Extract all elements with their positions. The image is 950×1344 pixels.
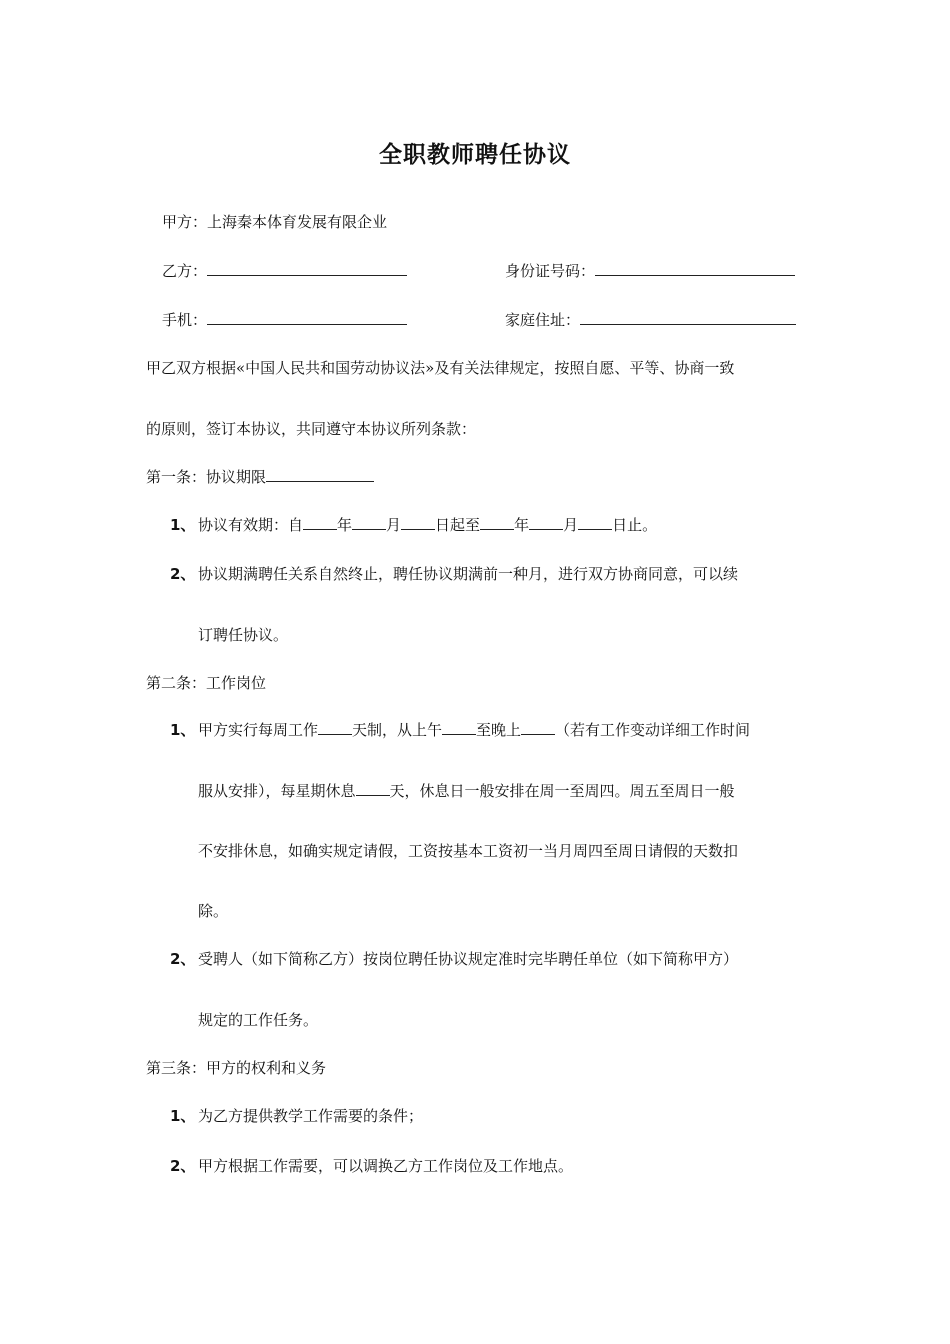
article-2-item-1-line-4: 除。 [198, 902, 229, 920]
phone-label: 手机： [162, 311, 208, 329]
start-year-field[interactable] [303, 515, 337, 530]
start-day-label: 日起至 [435, 516, 481, 534]
article-3-item-1-number: 1、 [170, 1107, 196, 1125]
id-number-row [505, 261, 795, 281]
end-month-label: 月 [563, 516, 579, 534]
article-2-heading: 第二条：工作岗位 [146, 674, 267, 692]
address-label: 家庭住址： [505, 311, 581, 329]
article-1-heading [146, 467, 374, 487]
intro-line-2: 的原则，签订本协议，共同遵守本协议所列条款： [146, 420, 477, 438]
article-3-item-1: 为乙方提供教学工作需要的条件； [198, 1107, 424, 1125]
schedule-note: （若有工作变动详细工作时间 [555, 721, 751, 739]
party-a-value: 上海秦本体育发展有限企业 [207, 213, 388, 231]
address-field[interactable] [580, 310, 796, 325]
article-1-item-1-number: 1、 [170, 516, 196, 534]
phone-row [162, 310, 407, 330]
intro-line-1: 甲乙双方根据«中国人民共和国劳动协议法»及有关法律规定，按照自愿、平等、协商一致 [146, 359, 735, 377]
id-number-field[interactable] [595, 261, 795, 276]
rest-days-label: 服从安排），每星期休息 [198, 782, 356, 800]
term-from-label: 协议有效期：自 [198, 516, 304, 534]
id-number-label: 身份证号码： [505, 262, 596, 280]
article-2-item-2-number: 2、 [170, 950, 196, 968]
end-day-field[interactable] [578, 515, 612, 530]
page-title: 全职教师聘任协议 [379, 142, 571, 168]
workdays-label: 甲方实行每周工作 [198, 721, 319, 739]
end-time-label: 至晚上 [476, 721, 522, 739]
article-3-item-2-number: 2、 [170, 1157, 196, 1175]
article-1-item-1 [198, 515, 657, 535]
address-row [505, 310, 796, 330]
end-year-field[interactable] [480, 515, 514, 530]
article-2-item-2-line-1: 受聘人（如下简称乙方）按岗位聘任协议规定准时完毕聘任单位（如下简称甲方） [198, 950, 739, 968]
rest-days-field[interactable] [356, 781, 390, 796]
phone-field[interactable] [207, 310, 407, 325]
article-1-item-2-number: 2、 [170, 565, 196, 583]
rest-days-note: 天，休息日一般安排在周一至周四。周五至周日一般 [389, 782, 735, 800]
start-time-field[interactable] [442, 720, 476, 735]
party-b-label: 乙方： [162, 262, 208, 280]
article-1-heading-text: 第一条：协议期限 [146, 468, 267, 486]
article-1-item-2-line-1: 协议期满聘任关系自然终止，聘任协议期满前一种月，进行双方协商同意，可以续 [198, 565, 739, 583]
article-2-item-2-line-2: 规定的工作任务。 [198, 1011, 319, 1029]
article-2-item-1-line-1 [198, 720, 750, 740]
end-year-label: 年 [514, 516, 530, 534]
start-day-field[interactable] [401, 515, 435, 530]
article-3-item-2: 甲方根据工作需要，可以调换乙方工作岗位及工作地点。 [198, 1157, 574, 1175]
end-time-field[interactable] [521, 720, 555, 735]
party-b-row [162, 261, 407, 281]
article-2-item-1-line-2 [198, 781, 735, 801]
start-time-label: 天制，从上午 [352, 721, 443, 739]
end-day-label: 日止。 [612, 516, 658, 534]
end-month-field[interactable] [529, 515, 563, 530]
start-month-field[interactable] [352, 515, 386, 530]
article-2-item-1-line-3: 不安排休息，如确实规定请假，工资按基本工资初一当月周四至周日请假的天数扣 [198, 842, 739, 860]
start-month-label: 月 [386, 516, 402, 534]
party-a-row [162, 212, 387, 232]
article-2-item-1-number: 1、 [170, 721, 196, 739]
article-3-heading: 第三条：甲方的权利和义务 [146, 1059, 327, 1077]
start-year-label: 年 [337, 516, 353, 534]
party-a-label: 甲方： [162, 213, 208, 231]
party-b-field[interactable] [207, 261, 407, 276]
workdays-field[interactable] [318, 720, 352, 735]
article-1-item-2-line-2: 订聘任协议。 [198, 626, 289, 644]
article-1-heading-blank[interactable] [266, 467, 374, 482]
